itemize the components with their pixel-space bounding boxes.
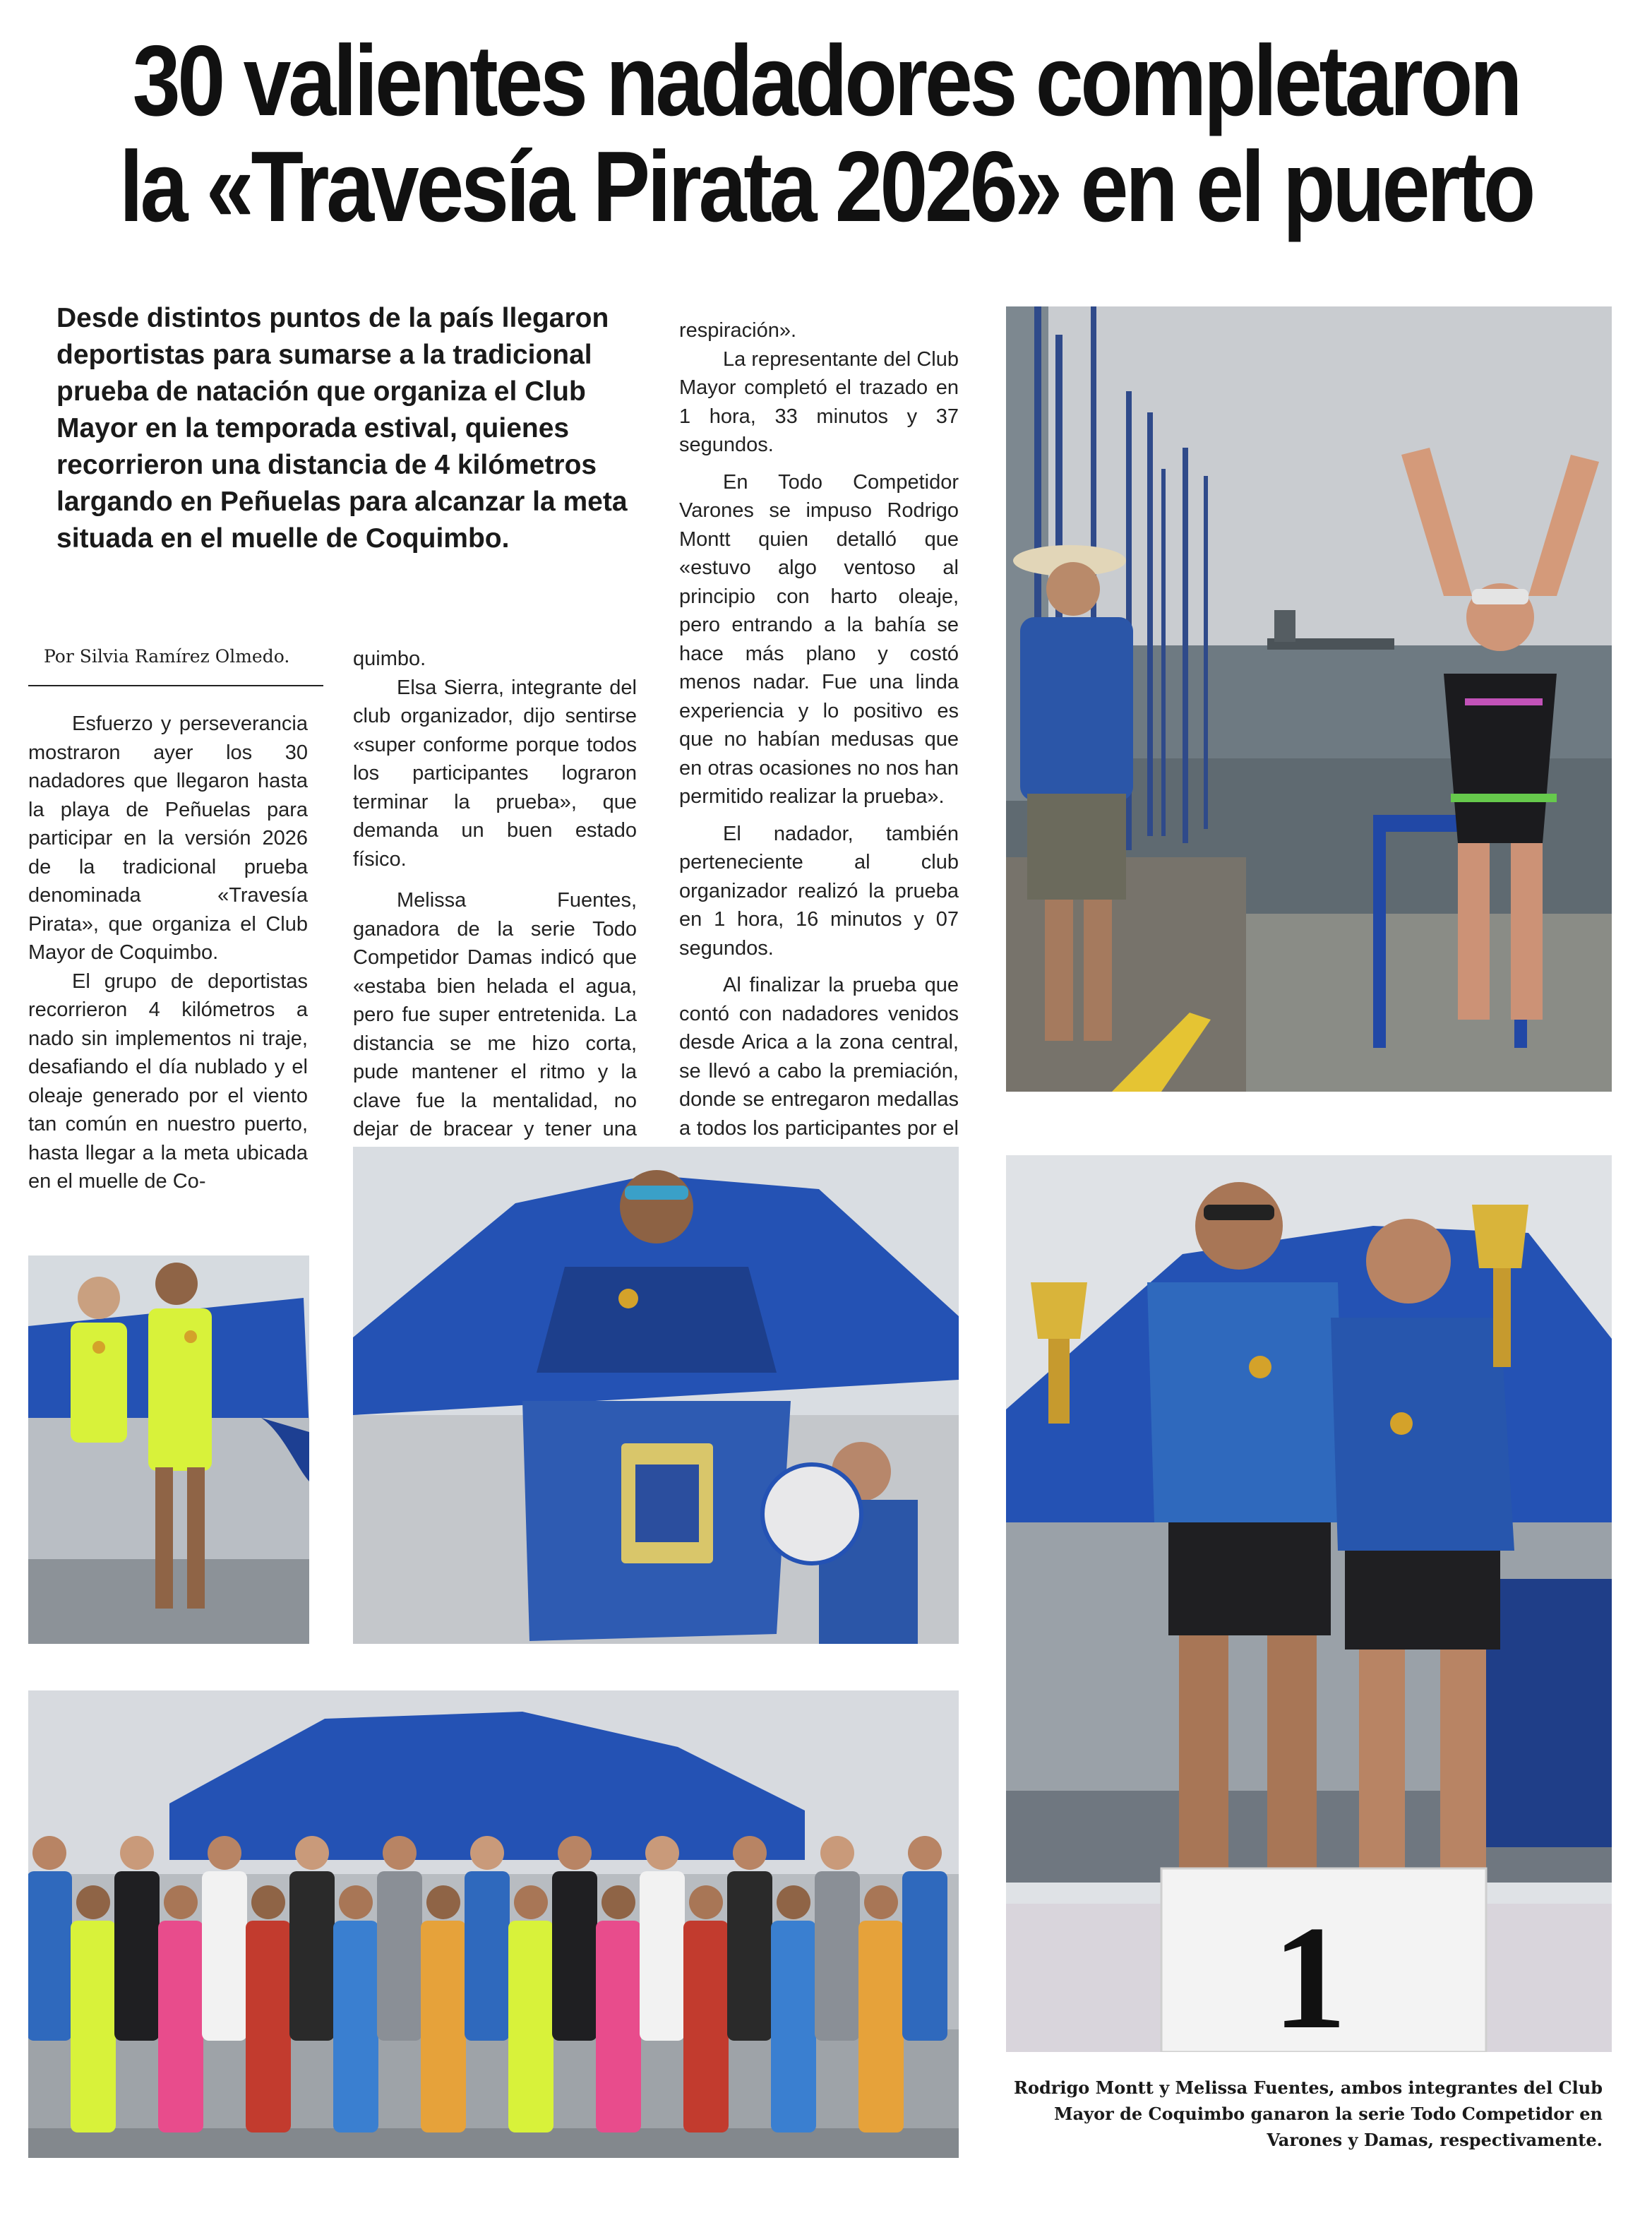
crowd-person-head — [558, 1836, 592, 1870]
crowd-person-head — [733, 1836, 767, 1870]
photo-group-participants — [28, 1690, 959, 2158]
byline: Por Silvia Ramírez Olmedo. — [44, 646, 290, 667]
crowd-person-head — [76, 1885, 110, 1919]
crowd-person-body — [640, 1871, 685, 2041]
crowd-person-body — [114, 1871, 160, 2041]
photo-caption: Rodrigo Montt y Melissa Fuentes, ambos integrantes del Club Mayor de Coquimbo ganaron la serie Todo Competidor en Varones y Damas, respectivamente. — [1014, 2077, 1603, 2150]
crowd-person-head — [208, 1836, 241, 1870]
photo-winner-with-flag — [353, 1147, 959, 1644]
crowd-person-body — [421, 1921, 466, 2132]
crowd-person-body — [771, 1921, 816, 2132]
article-column-1 — [28, 710, 308, 1196]
crowd-person-head — [383, 1836, 417, 1870]
headline-line-2: la «Travesía Pirata 2026» en el puerto — [119, 131, 1533, 243]
crowd-person-body — [508, 1921, 553, 2132]
crowd-person-head — [295, 1836, 329, 1870]
col3-paragraph-4: El nadador, también perteneciente al club organizador realizó la prueba en 1 hora, 16 minutos y 07 segundos. — [679, 822, 959, 960]
crowd-person-head — [339, 1885, 373, 1919]
article-column-3 — [679, 316, 959, 1200]
photo-podium-winners — [1006, 1155, 1612, 2052]
crowd-person-body — [727, 1871, 772, 2041]
crowd-person-body — [246, 1921, 291, 2132]
crowd-person-body — [377, 1871, 422, 2041]
crowd-person-head — [32, 1836, 66, 1870]
crowd-person-head — [864, 1885, 898, 1919]
crowd-person-head — [426, 1885, 460, 1919]
byline-rule — [28, 685, 323, 686]
col3-paragraph-1: respiración». — [679, 319, 797, 342]
photo-swimmer-arrival — [1006, 306, 1612, 1092]
col1-paragraph-2: El grupo de deportistas recorrieron 4 kilómetros a nado sin implementos ni traje, desafiando el día nublado y el oleaje generado por el viento tan común en nuestro puerto, hasta llegar a la meta ubicada en el muelle de Co- — [28, 970, 308, 1193]
crowd-person-head — [120, 1836, 154, 1870]
crowd-person-body — [28, 1871, 72, 2041]
col2-paragraph-2: Elsa Sierra, integrante del club organizador, dijo sentirse «super conforme porque todos los participantes lograron terminar la prueba», que demanda un buen estado físico. — [353, 676, 637, 871]
crowd-person-head — [601, 1885, 635, 1919]
article-column-2 — [353, 645, 637, 1172]
crowd-person-head — [908, 1836, 942, 1870]
col2-paragraph-1: quimbo. — [353, 648, 426, 670]
crowd-person-head — [251, 1885, 285, 1919]
crowd-person-head — [820, 1836, 854, 1870]
crowd-person-body — [683, 1921, 729, 2132]
crowd-person-head — [470, 1836, 504, 1870]
col3-paragraph-5: Al finalizar la prueba que contó con nadadores venidos desde Arica a la zona central, se llevó a cabo la premiación, donde se entregaron medallas a todos los participantes por el — [679, 974, 959, 1140]
crowd-person-body — [289, 1871, 335, 2041]
crowd-person-body — [202, 1871, 247, 2041]
crowd-person-body — [158, 1921, 203, 2132]
crowd-person-body — [333, 1921, 378, 2132]
crowd-person-body — [465, 1871, 510, 2041]
crowd-person-body — [552, 1871, 597, 2041]
crowd-person-body — [815, 1871, 860, 2041]
crowd-person-head — [164, 1885, 198, 1919]
col2-paragraph-3: Melissa Fuentes, ganadora de la serie Todo Competidor Damas indicó que «estaba bien helada el agua, pero fue super entretenida. La distancia se me hizo corta, pude mantener el ritmo y la clave fue la mentalidad, no dejar de bracear y tener una — [353, 889, 637, 1140]
col3-paragraph-3: En Todo Competidor Varones se impuso Rodrigo Montt quien detalló que «estuvo algo ventoso al principio con harto oleaje, pero entrando a la bahía se hace más plano y costó menos nadar. Fue una linda experiencia y lo positivo es que no habían medusas que en otras ocasiones no nos han permitido realizar la prueba». — [679, 470, 959, 808]
podium-number: 1 — [1272, 1896, 1347, 2052]
crowd-person-head — [689, 1885, 723, 1919]
crowd-person-body — [596, 1921, 641, 2132]
col1-paragraph-1: Esfuerzo y perseverancia mostraron ayer los 30 nadadores que llegaron hasta la playa de Peñuelas para participar en la versión 2026 de la tradicional prueba denominada «Travesía Pirata», que organiza el Club Mayor de Coquimbo. — [28, 712, 308, 964]
crowd-person-head — [514, 1885, 548, 1919]
lead-paragraph: Desde distintos puntos de la país llegaron deportistas para sumarse a la tradicional prueba de natación que organiza el Club Mayor en la temporada estival, quienes recorrieron una distancia de 4 kilómetros largando en Peñuelas para alcanzar la meta situada en el muelle de Coquimbo. — [56, 303, 628, 554]
photo-medalists-yellow — [28, 1255, 309, 1644]
crowd-person-body — [858, 1921, 904, 2132]
crowd-person-head — [777, 1885, 810, 1919]
crowd-person-body — [71, 1921, 116, 2132]
crowd-person-head — [645, 1836, 679, 1870]
crowd-person-body — [902, 1871, 947, 2041]
headline-line-1: 30 valientes nadadores completaron — [132, 25, 1520, 137]
col3-paragraph-2: La representante del Club Mayor completó el trazado en 1 hora, 33 minutos y 37 segundos. — [679, 347, 959, 456]
